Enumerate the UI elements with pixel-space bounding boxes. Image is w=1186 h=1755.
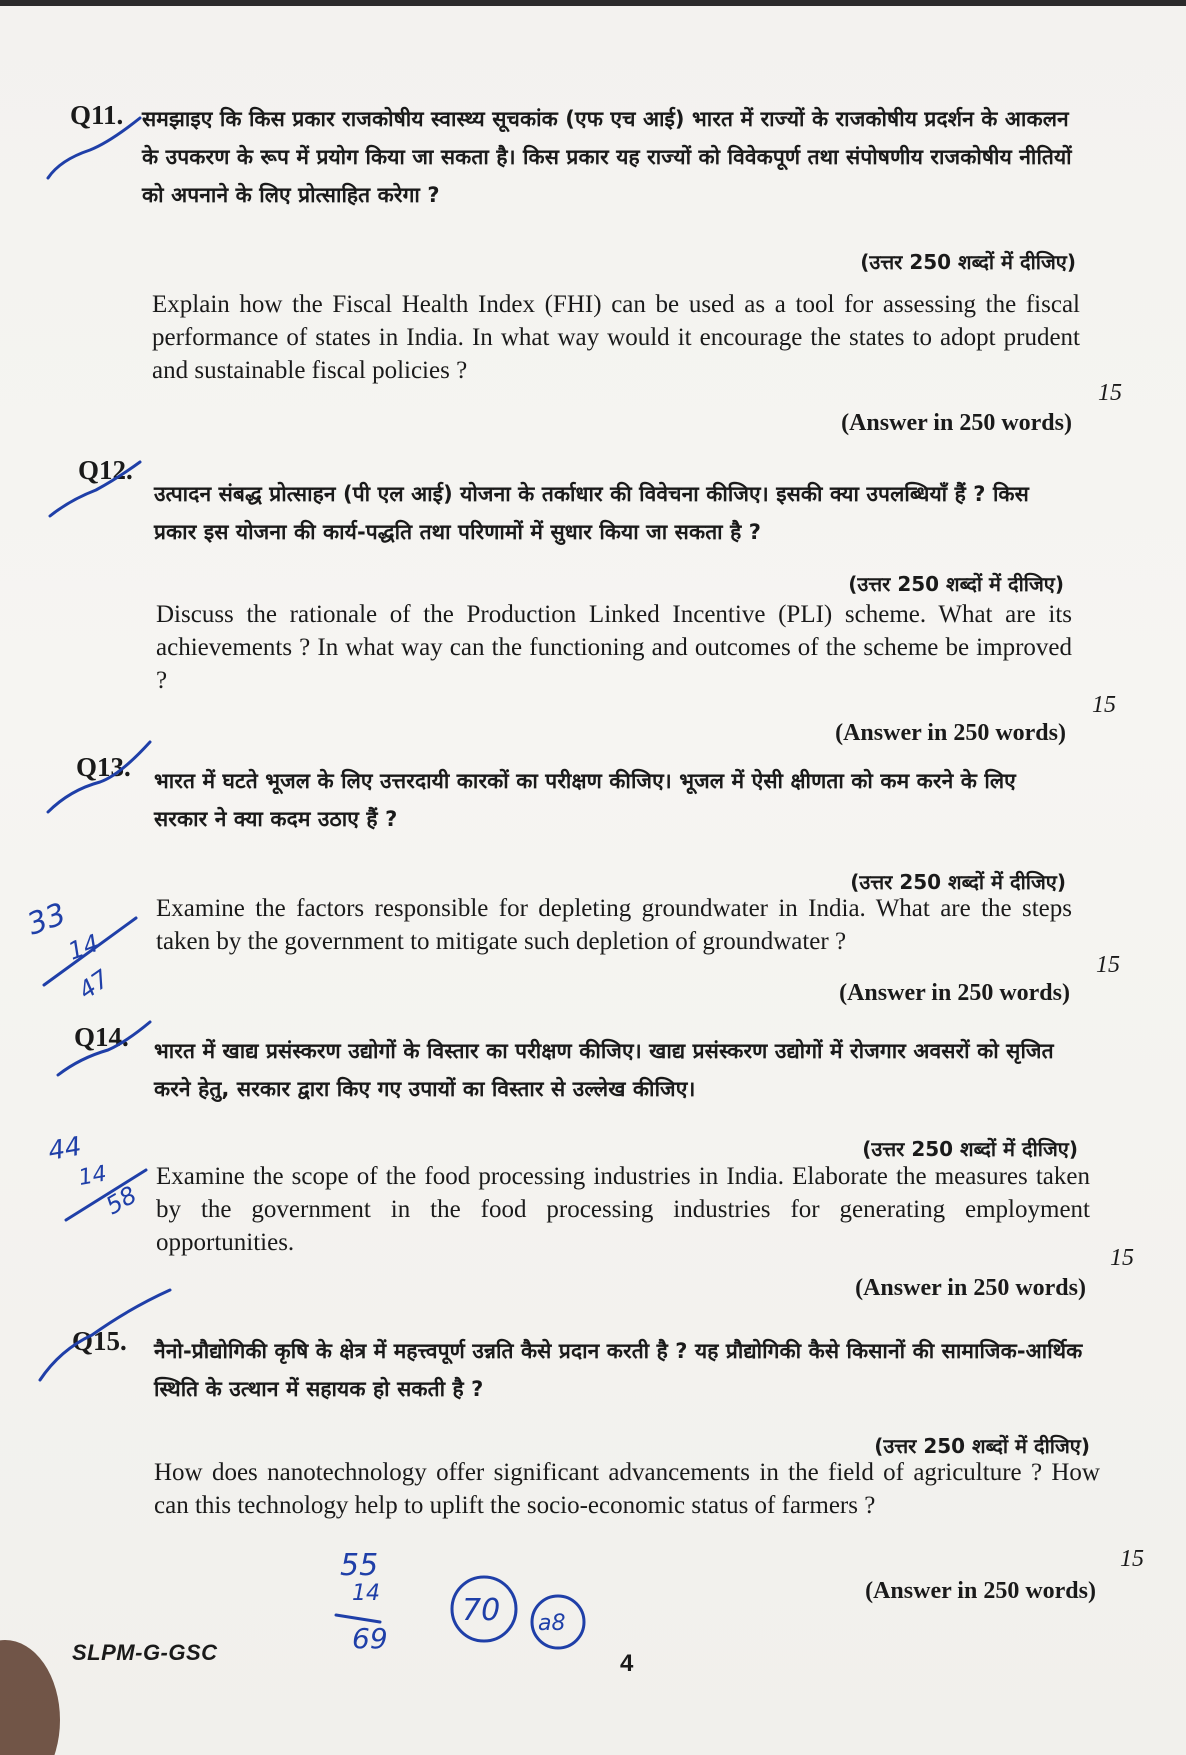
english-word-limit: (Answer in 250 words)	[855, 1275, 1086, 1301]
question-english: Discuss the rationale of the Production Linked Incentive (PLI) scheme. What are its achievements ? In what way can the functioning and outcomes of the scheme be improved ?	[156, 601, 1072, 694]
q15-score-total: 69	[352, 1622, 388, 1655]
question-english: Examine the factors responsible for depleting groundwater in India. What are the steps taken by the government to mitigate such depletion of groundwater ?	[156, 895, 1072, 955]
question-hindi: समझाइए कि किस प्रकार राजकोषीय स्वास्थ्य सूचकांक (एफ एच आई) भारत में राज्यों के राजकोषीय प्रदर्शन के आकलन के उपकरण के रूप में प्रयोग किया जा सकता है। किस प्रकार यह राज्यों को विवेकपूर्ण तथा संपोषणीय राजकोषीय नीतियों को अपनाने के लिए प्रोत्साहित करेगा ?	[142, 107, 1072, 207]
finger-shadow	[0, 1640, 60, 1755]
english-word-limit: (Answer in 250 words)	[841, 410, 1072, 436]
question-number: Q15.	[72, 1326, 127, 1356]
q13-score-b: 14	[64, 928, 103, 966]
hindi-word-limit: (उत्तर 250 शब्दों में दीजिए)	[850, 870, 1066, 894]
q14-score-b: 14	[76, 1161, 109, 1191]
question-english: Examine the scope of the food processing industries in India. Elaborate the measures taken by the government in the food processing industries for generating employment opportunities.	[156, 1163, 1090, 1256]
marks: 15	[1092, 692, 1116, 718]
english-word-limit: (Answer in 250 words)	[865, 1578, 1096, 1604]
question-number: Q13.	[76, 752, 131, 782]
q14-score-a: 44	[46, 1131, 84, 1167]
circled-small: a8	[538, 1611, 566, 1636]
q15-score-b: 14	[352, 1581, 380, 1606]
hindi-word-limit: (उत्तर 250 शब्दों में दीजिए)	[860, 250, 1076, 274]
q15-score-a: 55	[340, 1548, 379, 1583]
question-hindi: नैनो-प्रौद्योगिकी कृषि के क्षेत्र में महत्त्वपूर्ण उन्नति कैसे प्रदान करती है ? यह प्रौद्योगिकी कैसे किसानों की सामाजिक-आर्थिक स्थिति के उत्थान में सहायक हो सकती है ?	[154, 1339, 1083, 1401]
question-number: Q11.	[70, 100, 124, 130]
question-hindi: भारत में खाद्य प्रसंस्करण उद्योगों के विस्तार का परीक्षण कीजिए। खाद्य प्रसंस्करण उद्योगों में रोजगार अवसरों को सृजित करने हेतु, सरकार द्वारा किए गए उपायों का विस्तार से उल्लेख कीजिए।	[154, 1039, 1054, 1101]
question-english: How does nanotechnology offer significant advancements in the field of agriculture ? How can this technology help to uplift the socio-economic status of farmers ?	[154, 1459, 1100, 1519]
english-word-limit: (Answer in 250 words)	[839, 980, 1070, 1006]
circle-total	[452, 1577, 516, 1641]
english-word-limit: (Answer in 250 words)	[835, 720, 1066, 746]
question-hindi: उत्पादन संबद्ध प्रोत्साहन (पी एल आई) योजना के तर्काधार की विवेचना कीजिए। इसकी क्या उपलब्धियाँ हैं ? किस प्रकार इस योजना की कार्य-पद्धति तथा परिणामों में सुधार किया जा सकता है ?	[154, 482, 1029, 544]
question-number: Q12.	[78, 455, 133, 485]
hindi-word-limit: (उत्तर 250 शब्दों में दीजिए)	[848, 572, 1064, 596]
score-line-q15	[336, 1615, 380, 1622]
question-number: Q14.	[74, 1022, 129, 1052]
marks: 15	[1110, 1245, 1134, 1271]
marks: 15	[1098, 380, 1122, 406]
paper-code: SLPM-G-GSC	[72, 1640, 218, 1665]
marks: 15	[1096, 952, 1120, 978]
circled-total: 70	[462, 1593, 501, 1628]
hindi-word-limit: (उत्तर 250 शब्दों में दीजिए)	[874, 1434, 1090, 1458]
q13-score-a: 33	[22, 896, 71, 943]
score-line-q14	[66, 1170, 146, 1220]
score-line-q13	[44, 918, 136, 985]
marks: 15	[1120, 1546, 1144, 1572]
q13-score-total: 47	[73, 964, 115, 1005]
hindi-word-limit: (उत्तर 250 शब्दों में दीजिए)	[862, 1137, 1078, 1161]
circle-small	[532, 1596, 584, 1648]
page-number: 4	[620, 1650, 634, 1677]
q14-score-total: 58	[101, 1180, 142, 1221]
question-hindi: भारत में घटते भूजल के लिए उत्तरदायी कारकों का परीक्षण कीजिए। भूजल में ऐसी क्षीणता को कम करने के लिए सरकार ने क्या कदम उठाए हैं ?	[154, 769, 1016, 831]
question-english: Explain how the Fiscal Health Index (FHI) can be used as a tool for assessing the fiscal performance of states in India. In what way would it encourage the states to adopt prudent and sustainable fiscal policies ?	[152, 291, 1080, 384]
top-edge	[0, 0, 1186, 6]
